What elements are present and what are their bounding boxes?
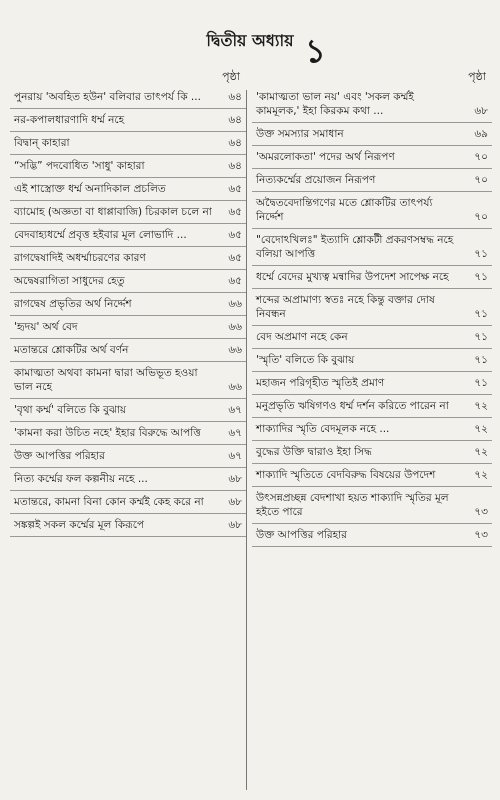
toc-entry xyxy=(10,201,246,224)
toc-entry xyxy=(10,155,246,178)
toc-entry xyxy=(10,422,246,445)
toc-entry xyxy=(252,487,492,524)
toc-entry xyxy=(252,123,492,146)
toc-entry-text: 'স্মৃতি' বলিতে কি বুঝায় xyxy=(256,354,355,366)
toc-entry xyxy=(252,229,492,266)
toc-entry-text: বুদ্ধের উক্তি দ্বারাও ইহা সিদ্ধ xyxy=(256,446,372,458)
toc-entry-page: ৭১ xyxy=(474,308,488,320)
toc-entry xyxy=(252,289,492,326)
toc-entry-page: ৬৬ xyxy=(228,321,242,333)
toc-entry-text: কামাত্মতা অথবা কামনা দ্বারা অভিভূত হওয়া ভাল নহে xyxy=(14,367,198,393)
toc-entry-text: শব্দের অপ্রামাণ্য স্বতঃ নহে কিন্তু বক্তার দোষ নিবন্ধন xyxy=(256,294,435,320)
toc-entry-text: 'কামনা করা উচিত নহে' ইহার বিরুদ্ধে আপত্তি xyxy=(14,427,201,439)
toc-entry xyxy=(252,524,492,547)
toc-entry-text: 'বৃথা কর্ম্ম' বলিতে কি বুঝায় xyxy=(14,404,127,416)
toc-entry-text: মহাজন পরিগৃহীত স্মৃতিই প্রমাণ xyxy=(256,377,385,389)
toc-entry xyxy=(252,146,492,169)
toc-entry-text: সঙ্কল্পই সকল কর্ম্মের মূল কিরূপে xyxy=(14,519,145,531)
toc-entry-text: “সদ্ভি” পদবোধিত 'সাধু' কাহারা xyxy=(14,160,145,172)
toc-entry-text: মতান্তরে শ্লোকটির অর্থ বর্ণন xyxy=(14,344,129,356)
toc-entry xyxy=(10,86,246,109)
toc-entry-text: "বেদোঽখিলঃ" ইত্যাদি শ্লোকটী প্রকরণসম্বদ্ধ নহে বলিয়া আপত্তি xyxy=(256,234,454,260)
toc-entry xyxy=(252,418,492,441)
toc-entry-text: পুনরায় 'অবহিত হউন' বলিবার তাৎপর্য কি ... xyxy=(14,91,201,103)
toc-entry-page: ৭১ xyxy=(474,331,488,343)
toc-entry-page: ৬৮ xyxy=(228,496,242,508)
toc-entry-text: এই শাস্ত্রোক্ত ধর্ম্ম অনাদিকাল প্রচলিত xyxy=(14,183,166,195)
toc-entry-page: ৬৯ xyxy=(474,128,488,140)
toc-entry xyxy=(10,270,246,293)
toc-entry-page: ৬৬ xyxy=(228,298,242,310)
toc-entry-page: ৬৬ xyxy=(228,344,242,356)
toc-entry-text: শাক্যাদি স্মৃতিতে বেদবিরুদ্ধ বিষয়ের উপদেশ xyxy=(256,469,436,481)
toc-entry-page: ৭০ xyxy=(474,174,488,186)
toc-entry-page: ৭১ xyxy=(474,354,488,366)
toc-entry-text: উক্ত আপত্তির পরিহার xyxy=(14,450,105,462)
column-divider xyxy=(246,90,247,790)
toc-entry-page: ৭৩ xyxy=(474,506,488,518)
toc-entry-page: ৭২ xyxy=(474,469,488,481)
toc-entry xyxy=(10,316,246,339)
toc-entry xyxy=(252,266,492,289)
toc-entry-page: ৭০ xyxy=(474,151,488,163)
toc-entry xyxy=(10,514,246,537)
toc-entry xyxy=(252,441,492,464)
toc-entry-page: ৭২ xyxy=(474,400,488,412)
toc-entry xyxy=(252,395,492,418)
toc-entry-text: উৎসন্নপ্রচ্ছন্ন বেদশাখা হয়ত শাক্যাদি স্মৃতির মূল হইতে পারে xyxy=(256,492,449,518)
toc-entry-page: ৭১ xyxy=(474,248,488,260)
contents-column-left xyxy=(10,68,246,537)
toc-entry-page: ৬৮ xyxy=(228,519,242,531)
toc-entry-page: ৭২ xyxy=(474,423,488,435)
page-column-heading: পৃষ্ঠা xyxy=(468,70,486,83)
contents-column-right xyxy=(252,68,492,547)
toc-entry-text: 'অমরলোকতা' পদের অর্থ নিরূপণ xyxy=(256,151,395,163)
toc-entry xyxy=(10,399,246,422)
toc-entry-text: নর-কপালধারণাদি ধর্ম্ম নহে xyxy=(14,114,125,126)
toc-entry xyxy=(252,349,492,372)
toc-entry xyxy=(252,86,492,123)
toc-entry xyxy=(10,247,246,270)
toc-entry xyxy=(252,192,492,229)
page-header xyxy=(0,28,500,68)
toc-entry-page: ৬৬ xyxy=(228,381,242,393)
toc-entry-page: ৬৫ xyxy=(228,229,242,241)
toc-entry-page: ৭৩ xyxy=(474,529,488,541)
toc-entry-page: ৬৫ xyxy=(228,206,242,218)
toc-entry-text: বেদবাহ্যধর্ম্মে প্রবৃত্ত হইবার মূল লোভাদি ... xyxy=(14,229,187,241)
toc-entry-page: ৬৭ xyxy=(228,450,242,462)
toc-entry xyxy=(10,109,246,132)
toc-entry xyxy=(10,178,246,201)
toc-entry-page: ৬৫ xyxy=(228,183,242,195)
toc-entry-text: বেদ অপ্রমাণ নহে কেন xyxy=(256,331,348,343)
toc-entry xyxy=(252,326,492,349)
toc-entry xyxy=(10,445,246,468)
toc-entry xyxy=(10,224,246,247)
toc-entry-page: ৭১ xyxy=(474,271,488,283)
toc-entry-text: ব্যামোহ (অজ্ঞতা বা ধাপ্পাবাজি) চিরকাল চলে না xyxy=(14,206,212,218)
toc-entry-text: অদ্বেষরাগিতা সাধুদের হেতু xyxy=(14,275,125,287)
toc-entry xyxy=(252,372,492,395)
toc-entry-page: ৬৫ xyxy=(228,275,242,287)
toc-entry-text: মতান্তরে, কামনা বিনা কোন কর্ম্মই কেহ করে না xyxy=(14,496,204,508)
toc-entry-page: ৬৪ xyxy=(228,137,242,149)
toc-entry-page: ৬৫ xyxy=(228,252,242,264)
toc-entry xyxy=(10,339,246,362)
toc-entry-page: ৬৮ xyxy=(474,105,488,117)
toc-entry-text: নিত্য কর্ম্মের ফল কল্পনীয় নহে ... xyxy=(14,473,148,485)
toc-entry-page: ৬৭ xyxy=(228,404,242,416)
toc-entry xyxy=(10,132,246,155)
toc-entry-text: শাক্যাদির স্মৃতি বেদমূলক নহে ... xyxy=(256,423,390,435)
toc-entry xyxy=(252,464,492,487)
page-number: ১ xyxy=(305,32,326,70)
toc-entry-text: উক্ত সমস্যার সমাধান xyxy=(256,128,344,140)
toc-entry-text: 'হৃদয়' অর্থ বেদ xyxy=(14,321,78,333)
toc-entry xyxy=(10,491,246,514)
toc-entry-text: 'কামাত্মতা ভাল নয়' এবং 'সকল কর্ম্মই কামমূলক,' ইহা কিরকম কথা ... xyxy=(256,91,414,117)
page-column-heading: পৃষ্ঠা xyxy=(222,70,240,83)
toc-entry-page: ৭১ xyxy=(474,377,488,389)
toc-entry xyxy=(10,362,246,399)
toc-entry xyxy=(252,169,492,192)
toc-entry xyxy=(10,468,246,491)
toc-entry-text: নিত্যকর্ম্মের প্রয়োজন নিরূপণ xyxy=(256,174,376,186)
toc-entry-text: বিদ্বান্ কাহারা xyxy=(14,137,70,149)
toc-entry-text: রাগদ্বেষ প্রভৃতির অর্থ নির্দ্দেশ xyxy=(14,298,132,310)
toc-entry-page: ৭০ xyxy=(474,211,488,223)
toc-entry-page: ৬৭ xyxy=(228,427,242,439)
toc-entry-text: অদ্বৈতবেদান্তিগণের মতে শ্লোকটির তাৎপর্য্য নির্দ্দেশ xyxy=(256,197,433,223)
chapter-title: দ্বিতীয় অধ্যায় xyxy=(206,31,294,50)
toc-entry xyxy=(10,293,246,316)
toc-entry-text: উক্ত আপত্তির পরিহার xyxy=(256,529,347,541)
toc-entry-page: ৭২ xyxy=(474,446,488,458)
toc-entry-text: মনুপ্রভৃতি ঋষিগণও ধর্ম্ম দর্শন করিতে পারেন না xyxy=(256,400,449,412)
toc-entry-text: রাগদ্বেষাদিই অধর্ম্মাচরণের কারণ xyxy=(14,252,146,264)
toc-entry-page: ৬৪ xyxy=(228,114,242,126)
toc-entry-page: ৬৮ xyxy=(228,473,242,485)
toc-entry-page: ৬৪ xyxy=(228,160,242,172)
toc-entry-page: ৬৪ xyxy=(228,91,242,103)
toc-entry-text: ধর্ম্মে বেদের মুখ্যত্ব মন্বাদির উপদেশ সাপেক্ষ নহে xyxy=(256,271,449,283)
